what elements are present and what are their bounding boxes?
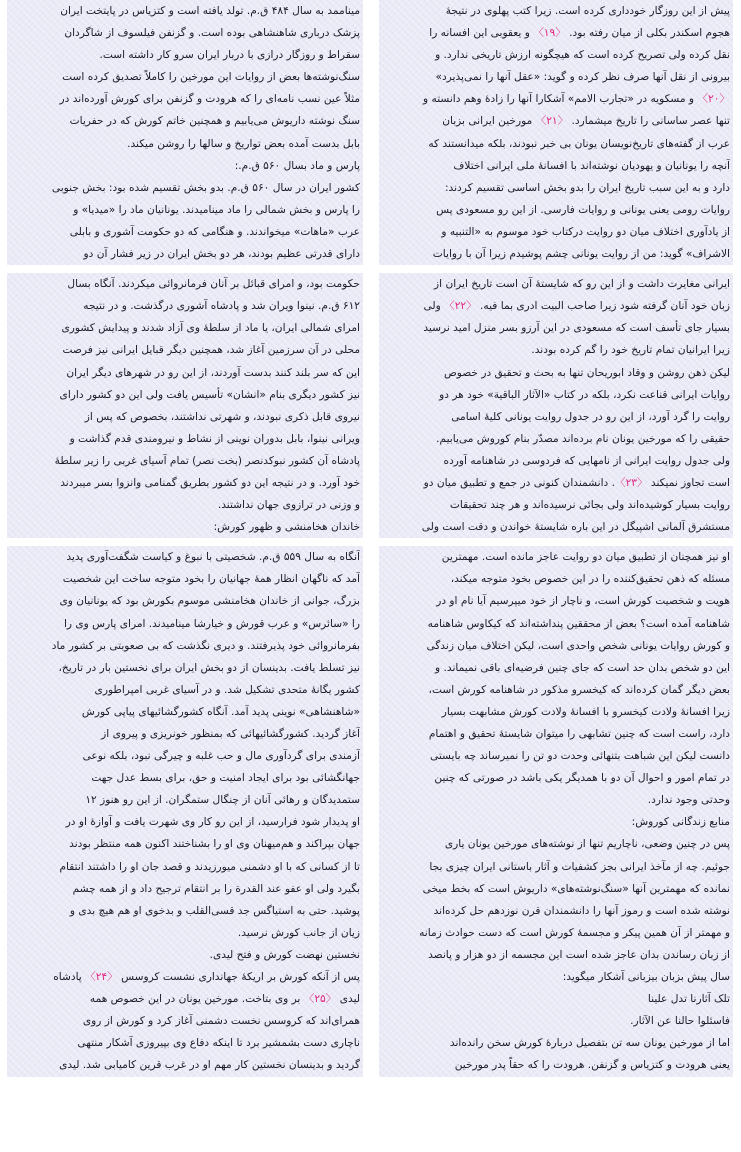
text-line: سنگ نوشته داریوش می‌یابیم و همچنین خاتم کورش که در حفریات	[69, 115, 360, 128]
text-line: مثلاً عین نسب نامه‌ای را که هرودت و گزنفن برای کورش آورده‌اند در	[59, 93, 360, 106]
text-line: پوشید. حتی به استیاگس جد قسی‌القلب و بدخوی او هم هیچ بدی و	[69, 904, 360, 917]
text-line: دارای قدرتی عظیم بودند، هر دو بخش ایران در زیر فشار آن دو	[83, 248, 360, 261]
text-line: کشور ایران در سال ۵۶۰ ق.م. بدو بخش تقسیم شده بود: بخش جنوبی	[51, 181, 360, 194]
text-line: جوئیم. چه از مآخذ ایرانی بجز کشفیات و آثار باستانی ایران چیزی بجا	[429, 860, 730, 873]
text-line: نمانده که مهمترین آنها «سنگ‌نوشته‌های» داریوش است که بخط میخی	[422, 882, 730, 895]
text-line: او نیز همچنان از تطبیق میان دو روایت عاجز مانده است. مهمترین	[441, 551, 730, 564]
text-segment: پس از آنکه کورش بر اریکهٔ جهانداری نشست کروسس	[117, 971, 360, 984]
text-segment: و مسکویه در «تجارب الامم» آشکارا آنها را زادهٔ وهم دانسته و	[423, 93, 698, 106]
left-block-2	[7, 273, 363, 538]
right-block-1	[379, 0, 733, 265]
block-gap	[379, 265, 733, 273]
footnote-ref[interactable]: 〈۲۳〉	[614, 476, 648, 489]
block-gap	[7, 265, 363, 273]
footnote-ref[interactable]: 〈۱۹〉	[533, 27, 566, 40]
text-line: عرب «ماهات» میخواندند. و هنگامی که دو حکومت آشوری و بابلی	[69, 225, 360, 238]
text-line	[382, 472, 730, 494]
text-line: او پدیدار شود فرارسید، از این رو کار وی شهرت یافت و آوازهٔ او در	[65, 816, 360, 829]
verse-line: فاسئلوا حالنا عن الآثار.	[630, 1015, 730, 1028]
text-line: مسئله که ذهن تحقیق‌کننده را در این خصوص بخود متوجه میکند،	[450, 573, 730, 586]
text-line: دارد، راست است که چنین تشابهی را میتوان شایستهٔ تحقیق و اهتمام	[428, 728, 730, 740]
text-line: روایات رومی یعنی یونانی و روایات فارسی. از این رو مسعودی پس	[436, 203, 730, 216]
text-line	[382, 88, 730, 110]
text-line: پزشک درباری شاهنشاهی بوده است. و گزنفن فیلسوف از شاگردان	[64, 27, 360, 40]
text-line: جهانگشائی بود برای ایجاد امنیت و حق، برای بسط عدل جهت	[91, 772, 360, 785]
text-line: ۶۱۲ ق.م. نینوا ویران شد و پادشاه آشوری درگذشت. و در نتیجه	[83, 300, 360, 313]
text-line: زیان از جانب کورش نرسید.	[237, 926, 360, 939]
text-line: سقراط و روزگار درازی با دربار ایران سرو کار داشته است.	[99, 49, 360, 62]
text-line: بعض دیگر گمان کرده‌اند که کیخسرو مذکور در شاهنامه کورش است،	[428, 683, 730, 696]
text-line: بسیار جای تأسف است که مسعودی در این آرزو بسر منزل امید نرسید	[423, 322, 730, 335]
text-line: ایرانی مغایرت داشت و از این رو که شایستهٔ آن است تاریخ ایران از	[434, 278, 730, 291]
text-line: و وزنی در ترازوی جهان نداشتند.	[217, 499, 360, 512]
text-segment: تنها عصر ساسانی را تاریخ میشمارد.	[568, 115, 730, 128]
text-line: زیرا افسانهٔ ولادت کیخسرو با افسانهٔ ولادت کورش مشابهت بسیار	[441, 705, 730, 718]
text-segment: . دانشمندان کنونی در جمع و تطبیق میان دو	[423, 476, 615, 489]
text-line: مستشرق آلمانی اشپیگل در این باره شایستهٔ خواندن و دقت است ولی	[421, 521, 730, 534]
text-line	[10, 988, 360, 1010]
text-line: بابل بدست آمده بعض تواریخ و سالها را روشن میکند.	[127, 137, 360, 150]
footnote-ref[interactable]: 〈۲۵〉	[303, 993, 337, 1006]
block-gap	[379, 538, 733, 546]
text-line: «شاهنشاهی» نوینی پدید آمد. آنگاه کشورگشائیهای پیاپی کورش	[81, 705, 360, 718]
text-line: آزمندی برای گردآوری مال و حب غلبه و چیرگی نبود، بلکه نوعی	[82, 750, 360, 763]
block-gap	[7, 538, 363, 546]
text-line: آنچه را یونانیان و یهودیان نوشته‌اند با افسانهٔ ملی ایرانی اختلاف	[453, 159, 730, 172]
text-line: نقل کرده ولی تصریح کرده است که هیچگونه ارزش تاریخی ندارد. و	[435, 49, 730, 62]
text-line: الاشراف» گوید: من از روایت یونانی چشم پوشیدم زیرا آن با روایات	[432, 248, 730, 261]
text-line: حکومت بود، و امرای قبائل بر آنان فرمانروائی میکردند. آنگاه بسال	[67, 278, 360, 291]
right-block-3	[379, 546, 733, 1076]
text-line: سنگ‌نوشته‌ها بعض از روایات این مورخین را کاملاً تصدیق کرده است	[62, 71, 360, 84]
footnote-ref[interactable]: 〈۲۰〉	[697, 93, 730, 106]
text-segment: پادشاه	[53, 971, 86, 984]
text-segment: لیدی	[336, 993, 360, 1006]
text-line: بیرونی از نقل آنها صرف نظر کرده و گوید: «عقل آنها را نمی‌پذیرد»	[435, 71, 730, 84]
section-heading: منابع زندگانی کوروش:	[631, 816, 730, 829]
text-line: از یادآوری اختلاف میان دو روایت درکتاب خود موسوم به «التنبیه و	[441, 225, 730, 238]
text-segment: ولی	[423, 300, 445, 313]
text-line: بگیرد ولی او عفو عند القدرة را بر انتقام ترجیح داد و از همه چشم	[72, 882, 360, 895]
text-segment: بر وی بتاخت. مورخین یونان در این خصوص همه	[89, 993, 304, 1006]
text-line: نیز کشور دیگری بنام «انشان» تأسیس یافت ولی این دو کشور دارای	[59, 388, 360, 401]
text-line: یعنی هرودت و کتزیاس و گزنفن. هرودت را که حقاً پدر مورخین	[454, 1059, 730, 1072]
text-line: آغاز گردید. کشورگشائیهائی که بمنظور خونریزی و پیروی از	[101, 728, 360, 740]
right-column	[379, 0, 733, 1077]
text-segment: مورخین ایرانی بزبان	[442, 115, 536, 128]
text-line: همرای‌اند که کروسس نخست دشمنی آغاز کرد و کورش از روی	[82, 1015, 360, 1028]
text-line: روایت را گرد آورد، از این رو در جدول روایت یونانی کلیهٔ اسامی	[451, 410, 730, 423]
text-segment: هجوم اسکندر بکلی از میان رفته بود.	[565, 27, 730, 40]
left-block-3	[7, 546, 363, 1076]
text-segment: زبان خود آنان گرفته شود زیرا صاحب البیت ادری بما فیه.	[476, 300, 730, 313]
verse-line: تلک آثارنا تدل علینا	[647, 993, 730, 1006]
text-line: این دو شخص بدان حد است که جای چنین فرضیه‌ای باقی نمیماند. و	[435, 661, 730, 674]
text-line: دارد و به این سبب تاریخ ایران را بدو بخش اساسی تقسیم کردند:	[444, 181, 730, 194]
text-line	[382, 110, 730, 132]
text-line: هویت و شخصیت کورش است، و ناچار از خود میپرسیم آیا نام او در	[436, 595, 730, 608]
text-line: را پارس و بخش شمالی را ماد میناميدند. یونانیان ماد را «میدیا» و	[73, 203, 360, 216]
text-line	[10, 966, 360, 988]
text-line: پس در چنین وضعی، ناچاریم تنها از نوشته‌های مورخین یونان یاری	[444, 838, 730, 851]
text-line: در تمام امور و احوال آن دو با همدیگر یکی باشد در صورتی که چنین	[434, 772, 730, 785]
text-line: گردید و بدینسان نخستین کار مهم او در غرب قرین کامیابی شد. لیدی	[59, 1059, 360, 1072]
section-heading: نخستین نهضت کورش و فتح لیدی.	[209, 948, 360, 961]
text-line: روایات ایرانی قناعت نکرد، بلکه در کتاب «الآثار الباقیة» خود هر دو	[439, 388, 730, 401]
right-block-2	[379, 273, 733, 538]
text-line: حقیقی را که مورخین یونان نام برده‌اند مصدّر بنام کوروش می‌یابیم.	[436, 432, 730, 445]
text-line: آنگاه به سال ۵۵۹ ق.م. شخصیتی با نبوغ و کیاست شگفت‌آوری پدید	[66, 551, 360, 564]
text-line: محلی در آن سرزمین آغاز شد، همچنین دیگر قبایل ایرانی نیز فرصت	[62, 344, 360, 357]
text-line: و مهمتر از آن همین پیکر و مجسمهٔ کورش است که دست حوادث زمانه	[419, 926, 730, 939]
text-segment: و یعقوبی این افسانه را	[429, 27, 534, 40]
text-line: جهان بپراکند و هم‌میهنان وی او را بشناختند اکنون همه منتظر بودند	[69, 838, 360, 851]
text-line: سال پیش بزبان بیزبانی آشکار میگوید:	[562, 971, 730, 984]
text-line: از زبان رساندن بدان عاجز شده است این مجسمه از دو هزار و پانصد	[428, 948, 730, 961]
text-line	[382, 22, 730, 44]
text-line: ولی جدول روایت ایرانی از نامهایی که فردوسی در شاهنامه آورده	[443, 454, 730, 467]
text-line: اما از مورخین یونان سه تن بتفصیل دربارهٔ کورش سخن رانده‌اند	[449, 1037, 730, 1050]
footnote-ref[interactable]: 〈۲۴〉	[85, 971, 118, 984]
section-heading: پارس و ماد بسال ۵۶۰ ق.م.:	[234, 159, 360, 172]
text-line: کشور یگانهٔ متحدی تشکیل شد. و در آسیای غربی امپراطوری	[94, 683, 360, 696]
text-line: شاهنامه آمده است؟ بعض از محققین پنداشته‌اند که کیکاوس شاهنامه	[427, 617, 730, 630]
text-line: پادشاه آن کشور نبوکدنصر (بخت نصر) تمام آسیای غربی را زیر سلطهٔ	[54, 454, 360, 467]
text-line: ویرانی نینوا، بابل بدوران نوینی از نشاط و نیرومندی قدم گذاشت و	[69, 432, 360, 445]
text-line: نیروی قابل ذکری نبودند، و شهرتی نداشتند، بخصوص که پس از	[84, 410, 360, 423]
text-line	[382, 295, 730, 317]
text-segment: است تجاوز نمیکند	[647, 476, 730, 489]
text-line: بفرمانروائی خود پذیرفتند. و دیری نگذشت که بی صعوبتی بر کشور ماد	[51, 639, 360, 652]
text-line: پیش از این روزگار خودداری کرده است. زیرا کتب پهلوی در نتیجهٔ	[445, 5, 730, 17]
text-line: نیز تسلط یافت. بدینسان از دو بخش ایران برای نخستین بار در تاریخ،	[58, 661, 360, 674]
text-line: خود آورد. و در نتیجه این دو کشور بطریق گمنامی وانزوا بسر میبردند	[60, 476, 360, 489]
text-line: میناممد به سال ۴۸۴ ق.م. تولد یافته است و کتزیاس در پایتخت ایران	[60, 5, 360, 17]
text-line: لیکن ذهن روشن و وقاد ابوریحان تنها به بحث و تحقیق در خصوص	[443, 366, 730, 379]
text-line: را «سائرس» و عرب قورش و خیارشا مینامیدند. امرای پارس وی را	[63, 617, 360, 630]
text-line: نوشته شده است و رموز آنها را دانشمندان قرن نوزدهم حل کرده‌اند	[433, 904, 730, 917]
text-line: ناچاری دست بشمشیر برد تا اینکه دفاع وی بپیروزی آشکار منتهی	[77, 1037, 360, 1050]
text-line: و کورش روایات یونانی شخص واحدی است، لیکن اختلاف میان زندگی	[426, 639, 730, 652]
footnote-ref[interactable]: 〈۲۲〉	[444, 300, 477, 313]
text-line: روایت بسیار کوشیده‌اند ولی بجائی نرسیده‌اند و هر چند تحقیقات	[449, 499, 730, 512]
text-line: دانست لیکن این شباهت بتنهائی وحدت دو تن را نمیرساند چه بایستی	[430, 750, 730, 763]
text-line: ستمدیدگان و رهائی آنان از چنگال ستمگران. از این رو هنوز ۱۲	[85, 794, 360, 807]
text-line: عرب از گفته‌های تاریخ‌نویسان یونان بی خبر نبودند، بلکه میدانستند که	[428, 137, 730, 150]
text-line: آمد که ناگهان انظار همهٔ جهانیان را بخود متوجه ساخت این شخصیت	[62, 573, 360, 586]
text-line: امرای شمالی ایران، یا ماد از سلطهٔ وی آزاد شدند و پیدایش کشوری	[61, 322, 360, 335]
text-line: بزرگ، جوانی از خاندان هخامنشی موسوم بکورش بود که یونانیان وی	[59, 595, 360, 608]
left-block-1	[7, 0, 363, 265]
text-line: وحدتی وجود ندارد.	[647, 794, 730, 807]
section-heading: خاندان هخامنشی و ظهور کورش:	[213, 521, 360, 534]
footnote-ref[interactable]: 〈۲۱〉	[535, 115, 569, 128]
text-line: این که سر بلند کنند بدست آوردند، از این رو در شهرهای دیگر ایران	[66, 366, 360, 379]
text-line: زیرا ایرانیان تمام تاریخ خود را گم کرده بودند.	[531, 344, 730, 357]
text-line: تا از کسانی که با او دشمنی میورزیدند و قصد جان او را داشتند انتقام	[59, 860, 360, 873]
left-column	[7, 0, 363, 1077]
